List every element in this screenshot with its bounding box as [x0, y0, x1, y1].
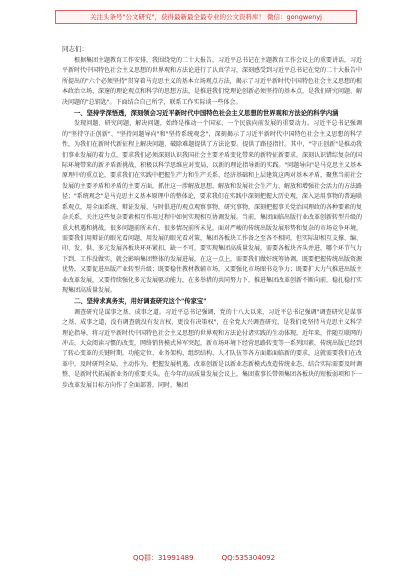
- section-heading: 二、坚持求真务实，用好调查研究这个"传家宝": [74, 298, 207, 306]
- salutation: 同志们：: [62, 45, 88, 53]
- paragraph: 根据集团主题教育工作安排，我围绕党的二十大报告，习近平总书记在主题教育工作会议上的重要讲话，习近平新时代中国特色社会主义思想的世界观和方法论进行了认真学习，深刻感受到习近平总书记在党的二十大报告中所提出的"六个必须坚持"贯穿着马克思主义的基本立场观点方法，揭示了习近平新时代中国特色社会主义思想的根本政治立场、深邃的理论观点和科学的思想方法，是推进我们党理论创新必须坚持的基本点，是我们研究问题、解决问题的"总钥匙"。下面结合自己所学，联系工作实际谈一些体会。: [62, 57, 362, 106]
- section-heading: 一、坚持学深悟透，深刻领会习近平新时代中国特色社会主义思想的世界观和方法论的科学内涵: [74, 110, 339, 118]
- top-banner: 关注头条号"公文研究"，获得最新最全最专业的公文资料库！ 微信：gongwenyj: [55, 10, 357, 24]
- document-body: [62, 44, 362, 544]
- footer-qq-group: QQ群：31991489: [132, 554, 194, 562]
- footer: [0, 552, 408, 564]
- footer-qq: QQ:535304092: [221, 554, 276, 562]
- paragraph: 发现问题、研究问题、解决问题，始终是推动一个国家、一个民族向前发展的重要动力。习近平总书记强调的"坚持守正创新"、"坚持问题导向"和"坚持系统观念"，深刻揭示了习近平新时代中国特色社会主义思想的科学性，为我们在新时代新征程上解决问题、破除难题提供了方法论要。提供了路径指针。其中，"守正创新"是推动我们事业发展的着力点，要求我们必须深刻认识我国社会主要矛盾变化带来的新特征新要求，深刻认识错综复杂的国际环境带来的新矛盾新挑战，积极以科学思维应对变局，以新的理论指导新的实践。"问题导向"是马克思主义基本原理中的重点论，要求我们在实践中把握生产力和生产关系、经济基础和上层建筑这两对基本矛盾，聚焦当前社会发展的主要矛盾和矛盾的主要方面，抓住这一涉解放思想、解放和发展社会生产力、解放和增强社会活力的方法路径；"系统观念"是马克思主义基本原理中的整体论，要求我们在实践中深刻把握大历史观，深入运用事物的普遍联系观点，用全面系统、辩证发展、与时俱进的观点观察事物，研究事物，深刻把握事关党治国理政的各种要素的复杂关系，关注这些复杂要素相互作用过程中如何实现相互协调发展。当前，集团面临出版行业改革创新转型升级的重大机遇和挑战，很多问题前所未有，很多情况前所未见，面对严峻的传统出版发展形势和复杂的市场竞争环境，需要我们用辩证的眼光看问题，用发展的眼光看对策，集团各板块工作备之至各不相同，但实际却相互支撑、编、印、发、供、多元发展各板块环环紧扣，缺一不可，要实现集团高质量发展，需要各板块齐头并进，哪个环节气力下到，工作没做实，就会影响集团整体的发展进展，在这一点上，需要我们做好统筹协调，既要把握传统出版资源优势，又要促进出版产业转型升级；既要稳住教材教辅市场，又要强化市场图书竞争力；既要扩大力气推进出版主业改革发展，又要持续强化多元发展驱动能力，在多举措的共同努力下，推进集团改革创新不断向前，稳扎稳打实现集团高质量发展。: [62, 120, 362, 294]
- paragraph: 调查研究是谋事之基、成事之道。习近平总书记强调，党的十八大以来，习近平总书记强调"调查研究是谋事之基、成事之道，没有调查就没有发言权，更没有决策权"，在全党大兴调查研究，是我们党坚持马克思主义科学理论指导，将习近平新时代中国特色社会主义思想的世界观和方法论付诸实践的生动体现。近年来，伴随互联网的冲击，大众阅读习惯的改变，网络销售模式异军突起，新市场环境下经营思路转变等一系列因素，传统出版已经到了转心变革的关键时期，功能定位、业务架构、组织结构、人才队伍等各方面都面临新的要求，这就需要我们在改革中，及时研判全局，主动作为，把握发展机遇。改革创新是以新业态新模式改造传统业态、结合实际需要及时调整、是新时代拓展新业务的重要关头。在今年的高质量发展会议上，集团董事长带领集团各板块的短板弱项和下一步改革发展目标方向作了全面部署，同时，集团: [62, 308, 362, 389]
